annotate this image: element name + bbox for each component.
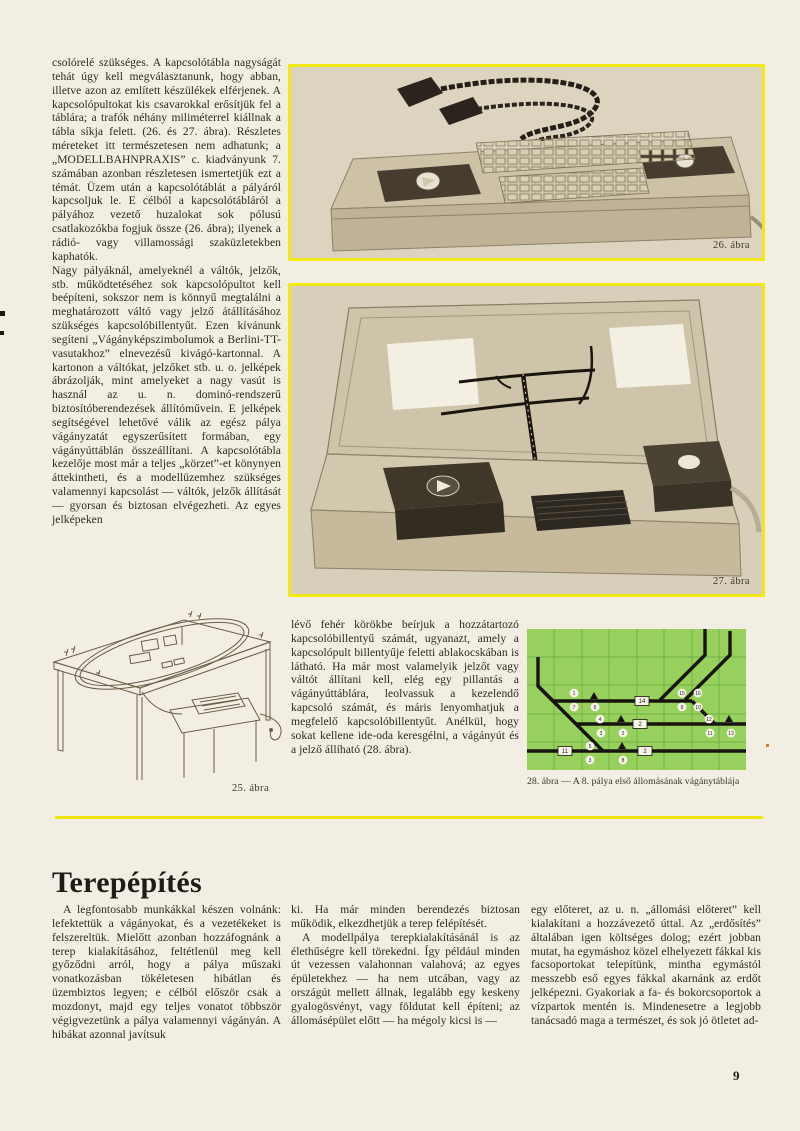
table-edge (140, 642, 270, 695)
switch-number: 1 (572, 691, 576, 697)
figure-25-drawing (42, 610, 282, 780)
track-number: 2 (643, 749, 647, 756)
table-leg (137, 695, 142, 780)
track-number: 14 (638, 699, 646, 706)
figure-26-caption: 26. ábra (712, 240, 750, 251)
switch-number: 15 (679, 691, 685, 697)
cable-with-plug (260, 714, 281, 740)
building (141, 639, 158, 652)
table-leg (58, 669, 63, 751)
switch-number: 10 (695, 705, 701, 711)
switch-number: 2 (621, 731, 625, 737)
switch-number: 7 (572, 705, 576, 711)
figure-27-photo (288, 283, 765, 597)
scan-edge-mark (0, 331, 4, 335)
paragraph: A modellpálya terepkialakításánál is az élethűségre kell törekedni. Így például minden út vezessen valahonnan valahová; az egyes épületekhez — ha nem utcában, vagy az országút mellett állnak, legalább egy keskeny gyalogösvényt, vagy földutat kell építeni; az állomásépület előtt — ha mégoly kicsi is — (291, 930, 520, 1027)
trees (64, 611, 263, 676)
figure-27-caption: 27. ábra (712, 576, 750, 587)
building (163, 635, 176, 646)
building (129, 652, 150, 663)
figure-26-photo (288, 64, 765, 261)
paragraph: Nagy pályáknál, amelyeknél a váltók, jelzők, stb. működtetéséhez sok kapcsolópultot kell beépíteni, sokszor nem is könnyű megtalálni a meghatározott váltó vagy jelző átállításához szükséges kapcsolóbillentyűt. Ezen kívánunk segíteni „Vágányképszimbolumok a Berlini-TT-vasutakhoz” elnevezésű kivágó-kartonnal. A kartonon a váltókat, jelzőket stb. u. o. jelképek ábrázolják, mint amelyeket a nagy vasút is használ az u. n. dominó-rendszerű biztosítóberendezések állítóművein. E jelképek segítségével lehetővé válik az egész pálya vágányzatát egyszerűsített formában, egy vágányúttáblán összeállítani. A kapcsolótábla kezelője most már a teljes „körzet”-et könynyen áttekintheti, és a modellüzemhez szükséges valamennyi kapcsolást — váltók, jelzők állítását — gyorsan és biztosan elvégezheti. Az egyes jelképeken (52, 263, 281, 526)
table-top (54, 620, 270, 688)
console-photo-art (291, 67, 762, 258)
switch-number: 4 (598, 717, 602, 723)
switch-number: 8 (621, 758, 625, 764)
lid-window-left (387, 338, 479, 410)
switch-number: 3 (588, 758, 592, 764)
table-sketch-art (42, 610, 282, 780)
figure-28-track-diagram (527, 629, 746, 770)
terep-column-1 (52, 903, 281, 1041)
switch-number: 9 (680, 705, 684, 711)
track-number: 11 (561, 749, 569, 756)
paragraph: lévő fehér körökbe beírjuk a hozzátartozó kapcsolóbillentyű számát, ugyanazt, amely a kapcsolópult billentyűje feletti ablakocskában is látható. Ha már most valamelyik jelzőt vagy váltót állítani kell, elég egy pillantás a vágányúttáblára, leolvassuk a kezelendő kapcsoló számát, és máris lenyomhatjuk a megfelelő kapcsolóbillentyűt. Anélkül, hogy sokat kellene ide-oda keresgélni, a vágányút és a jelző állíható (28. ábra). (291, 618, 519, 756)
figure-25-caption: 25. ábra (232, 783, 270, 794)
terep-column-3 (531, 903, 761, 1028)
train-car (162, 661, 173, 668)
train-car (174, 658, 185, 665)
cable (142, 692, 182, 714)
lid-window-right (609, 324, 691, 388)
scan-speck (766, 744, 769, 747)
table-leg (266, 649, 270, 720)
page-number: 9 (733, 1068, 740, 1083)
switch-number: 3 (599, 731, 603, 737)
article-column-1 (52, 56, 281, 527)
figure-28-caption: 28. ábra — A 8. pálya első állomásának vágánytáblája (527, 776, 740, 787)
table-edge (54, 662, 140, 695)
switch-number: 12 (706, 717, 712, 723)
section-heading: Terepépítés (52, 866, 202, 900)
switch-number: 11 (707, 731, 713, 737)
side-table-top (170, 698, 260, 733)
article-column-2 (291, 618, 519, 756)
section-divider-rule (55, 816, 763, 819)
terep-column-2 (291, 903, 520, 1028)
switch-number: 13 (728, 731, 734, 737)
paragraph: egy előteret, az u. n. „állomási előteret” kell kialakítani a hozzávezető úttal. Az „erdősítés” általában igen költséges dolog; ezért jobban mutat, ha egymáshoz közel elhelyezett fákkal kis facsoportokat telepítünk, mintha egymástól messzebb eső egyes fákkal akarnánk az erdőt jelképezni. Gyakoriak a fa- és bokorcsoportok a vízpartok mentén is. Mindenesetre a legjobb tanácsadó maga a természet, és sok jó ötletet ad- (531, 903, 762, 1027)
plug (270, 729, 273, 732)
switch-number: 5 (588, 744, 592, 750)
scan-edge-mark (0, 311, 5, 316)
paragraph: ki. Ha már minden berendezés biztosan működik, elkezdhetjük a terep felépítését. (291, 903, 520, 930)
switch-number: 16 (695, 691, 701, 697)
track-diagram-svg (527, 629, 746, 770)
paragraph: A legfontosabb munkákkal készen volnánk: lefektettük a vágányokat, és a vezetékeket is felszereltük. Mielőtt azonban hozzáfognánk a terep kialakításához, feltétlenül meg kell győződni arról, hogy a pálya műszaki vonatkozásban tökéletesen hibátlan és üzembiztos legyen; e célból először csak a mozdonyt, majd egy teljes vonatot többször végigvezetünk a pálya valamennyi vágányán. A hibákat azonnal javítsuk (52, 903, 281, 1041)
open-case-photo-art (291, 286, 762, 594)
paragraph: csolórelé szükséges. A kapcsolótábla nagyságát tehát úgy kell megválasztanunk, hogy abban, illetve azon az említett készülékek elférjenek. A kapcsolópultokat kis csavarokkal erősítjük fel a táblára; a trafók néhány miliméterrel kiállnak a tábla síkja felett. (26. és 27. ábra). Részletes méreteket itt természetesen nem adhatunk; a „MODELLBAHNPRAXIS” c. kiadványunk 7. számában azonban részletesen ismertetjük ezt a témát. Üzem után a kapcsolótáblát a pályáról kapcsoljuk le. E célból a kapcsolótábláról a pályához vezető huzalokat sok pólusú csatlakozókba fogjuk össze (26. ábra); ilyenek a rádió- vagy villamossági szaküzletekben kaphatók. (52, 56, 281, 263)
transformer-dial (678, 455, 700, 469)
track-number: 2 (638, 722, 642, 729)
switch-number: 6 (593, 705, 597, 711)
